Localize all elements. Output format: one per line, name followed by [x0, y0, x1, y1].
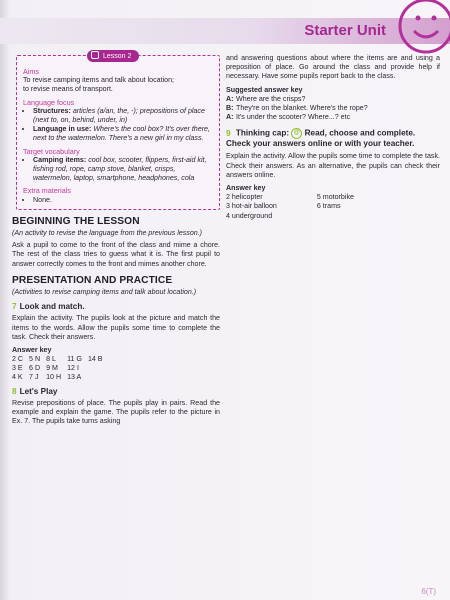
answer-cell: 14 B	[87, 355, 103, 364]
page-number: 6(T)	[421, 587, 436, 596]
exercise-8-body: Revise prepositions of place. The pupils play in pairs. Read the example and explain the game. The pupils refer to the picture in Ex. 7. The pupils take turns asking	[12, 398, 220, 426]
exercise-8-title: 8 Let's Play	[12, 386, 58, 396]
answer-cell: 9 M	[46, 364, 58, 373]
beginning-body: Ask a pupil to come to the front of the class and mime a chore. The rest of the class tries to guess what it is. The first pupil to answer correctly comes to the front and mimes another chore.	[12, 241, 220, 268]
answer-key-grid	[226, 193, 440, 221]
answer-cell	[88, 364, 109, 373]
exercise-7-title: 7 Look and match.	[12, 302, 85, 312]
list-item: • Structures: articles (a/an, the, -); prepositions of place (next to, on, behind, under, in)	[33, 107, 213, 125]
answer-cell: 11 G	[67, 355, 82, 364]
aims-line-1: To revise camping items and talk about location;	[23, 76, 175, 85]
answer-column	[317, 193, 354, 221]
list-item: • Language in use: Where's the cool box? It's over there, next to the watermelon. There's a new girl in my class.	[33, 125, 213, 143]
exercise-9-body: Explain the activity. Allow the pupils some time to complete the task. Check their answers. As an alternative, the pupils can check their answers online.	[226, 152, 440, 179]
exercise-number: 7	[12, 302, 17, 312]
exercise-7-body: Explain the activity. The pupils look at the picture and match the items to the words. Allow the pupils some time to complete the task. Check their answers.	[12, 314, 220, 341]
beginning-note: (An activity to revise the language from the previous lesson.)	[12, 229, 203, 238]
table-row	[12, 364, 109, 373]
dialogue-line: A: It's under the scooter? Where...? etc	[226, 113, 351, 122]
left-column	[12, 52, 220, 429]
beginning-heading: BEGINNING THE LESSON	[12, 215, 140, 227]
answer-cell: 6 D	[29, 364, 41, 373]
lesson-badge	[87, 50, 139, 62]
extra-materials-list	[23, 196, 213, 205]
exercise-number: 8	[12, 386, 17, 396]
target-vocab-heading: Target vocabulary	[23, 146, 80, 156]
language-focus-list	[23, 107, 213, 144]
answer-item: 2 helicopter	[226, 193, 263, 202]
target-vocab-list	[23, 156, 213, 184]
answer-cell: 10 H	[46, 372, 62, 381]
list-item: • None.	[33, 196, 213, 205]
language-focus-heading: Language focus	[23, 97, 75, 107]
answer-cell: 7 J	[29, 372, 39, 381]
book-icon	[91, 51, 99, 59]
aims-heading: Aims	[23, 67, 39, 76]
answer-item: 5 motorbike	[316, 193, 354, 202]
answer-key-label: Answer key	[12, 346, 52, 355]
answer-item: 3 hot-air balloon	[226, 202, 277, 211]
exercise-8-continued: and answering questions about where the items are and using a preposition of place. Go around the class and provide help if necessary. Have some pupils report back to the class.	[226, 54, 440, 81]
lesson-label: Lesson 2	[103, 52, 132, 60]
answer-cell: 5 N	[29, 355, 41, 364]
online-icon: @	[291, 128, 302, 139]
answer-cell	[88, 373, 109, 382]
right-column	[226, 54, 440, 221]
answer-key-table	[12, 355, 109, 381]
smiley-icon	[394, 0, 450, 58]
unit-title: Starter Unit	[304, 22, 386, 39]
extra-materials-heading: Extra materials	[23, 186, 71, 196]
answer-cell: 4 K	[12, 372, 23, 381]
aims-line-2: to revise means of transport.	[23, 85, 113, 94]
answer-cell: 12 I	[67, 364, 79, 373]
suggested-answer-key-label: Suggested answer key	[226, 85, 303, 94]
dialogue-line: A: Where are the crisps?	[226, 94, 306, 103]
answer-cell: 3 E	[12, 364, 23, 373]
answer-cell: 13 A	[67, 372, 82, 381]
presentation-note: (Activities to revise camping items and talk about location.)	[12, 288, 197, 297]
table-row	[12, 355, 109, 364]
answer-cell: 2 C	[12, 355, 24, 364]
exercise-9-title: 9 Thinking cap: @ Read, choose and complete. Check your answers online or with your teacher.	[226, 129, 416, 149]
table-row	[12, 373, 109, 382]
answer-item: 4 underground	[226, 211, 273, 220]
answer-column	[226, 193, 277, 221]
exercise-number: 9	[226, 129, 231, 139]
answer-key-label: Answer key	[226, 184, 266, 193]
lesson-box	[16, 52, 220, 210]
dialogue-line: B: They're on the blanket. Where's the rope?	[226, 104, 368, 113]
answer-item: 6 trams	[316, 202, 341, 211]
answer-cell: 8 L	[46, 355, 56, 364]
list-item: • Camping items: cool box, scooter, flippers, first-aid kit, fishing rod, rope, camp stove, blanket, crisps, watermelon, laptop, smartphone, headphones, cola	[33, 156, 213, 184]
presentation-heading: PRESENTATION AND PRACTICE	[12, 274, 173, 286]
